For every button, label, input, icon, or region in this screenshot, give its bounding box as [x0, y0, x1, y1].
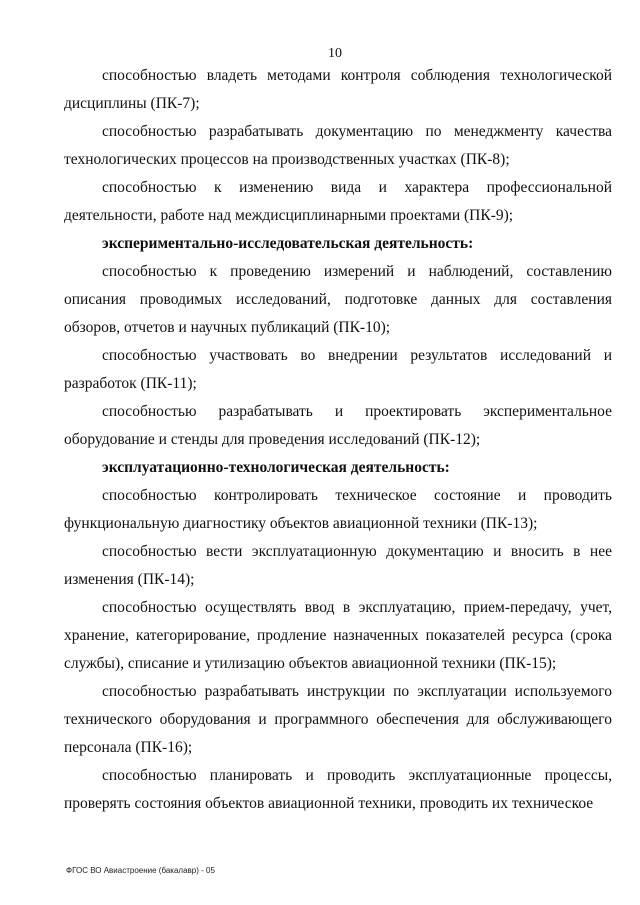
paragraph-pk16: способностью разрабатывать инструкции по эксплуатации используемого технического оборудования и программного обеспечения для обслуживающего персонала (ПК-16);: [64, 683, 612, 756]
paragraph-pk8: способностью разрабатывать документацию по менеджменту качества технологических процессов на производственных участках (ПК-8);: [64, 123, 612, 168]
paragraph-pk15: способностью осуществлять ввод в эксплуатацию, прием-передачу, учет, хранение, категорирование, продление назначенных показателей ресурса (срока службы), списание и утилизацию объектов авиационной техники (ПК-15);: [64, 599, 612, 672]
paragraph-pk11: способностью участвовать во внедрении результатов исследований и разработок (ПК-11);: [64, 347, 612, 392]
paragraph-pk9: способностью к изменению вида и характера профессиональной деятельности, работе над междисциплинарными проектами (ПК-9);: [64, 179, 612, 224]
document-body: [64, 62, 612, 818]
page-number: 10: [328, 46, 342, 61]
paragraph-pk14: способностью вести эксплуатационную документацию и вносить в нее изменения (ПК-14);: [64, 543, 612, 588]
paragraph-pk13: способностью контролировать техническое состояние и проводить функциональную диагностику объектов авиационной техники (ПК-13);: [64, 487, 612, 532]
paragraph-pk12: способностью разрабатывать и проектировать экспериментальное оборудование и стенды для проведения исследований (ПК-12);: [64, 403, 612, 448]
section-heading-operational-technological: эксплуатационно-технологическая деятельность:: [102, 459, 450, 476]
page-footer: ФГОС ВО Авиастроение (бакалавр) - 05: [66, 866, 215, 875]
paragraph-pk10: способностью к проведению измерений и наблюдений, составлению описания проводимых исследований, подготовке данных для составления обзоров, отчетов и научных публикаций (ПК-10);: [64, 263, 612, 336]
section-heading-experimental-research: экспериментально-исследовательская деятельность:: [102, 235, 474, 252]
paragraph-pk17-partial: способностью планировать и проводить эксплуатационные процессы, проверять состояния объектов авиационной техники, проводить их техническое: [64, 767, 612, 812]
paragraph-pk7: способностью владеть методами контроля соблюдения технологической дисциплины (ПК-7);: [64, 67, 612, 112]
